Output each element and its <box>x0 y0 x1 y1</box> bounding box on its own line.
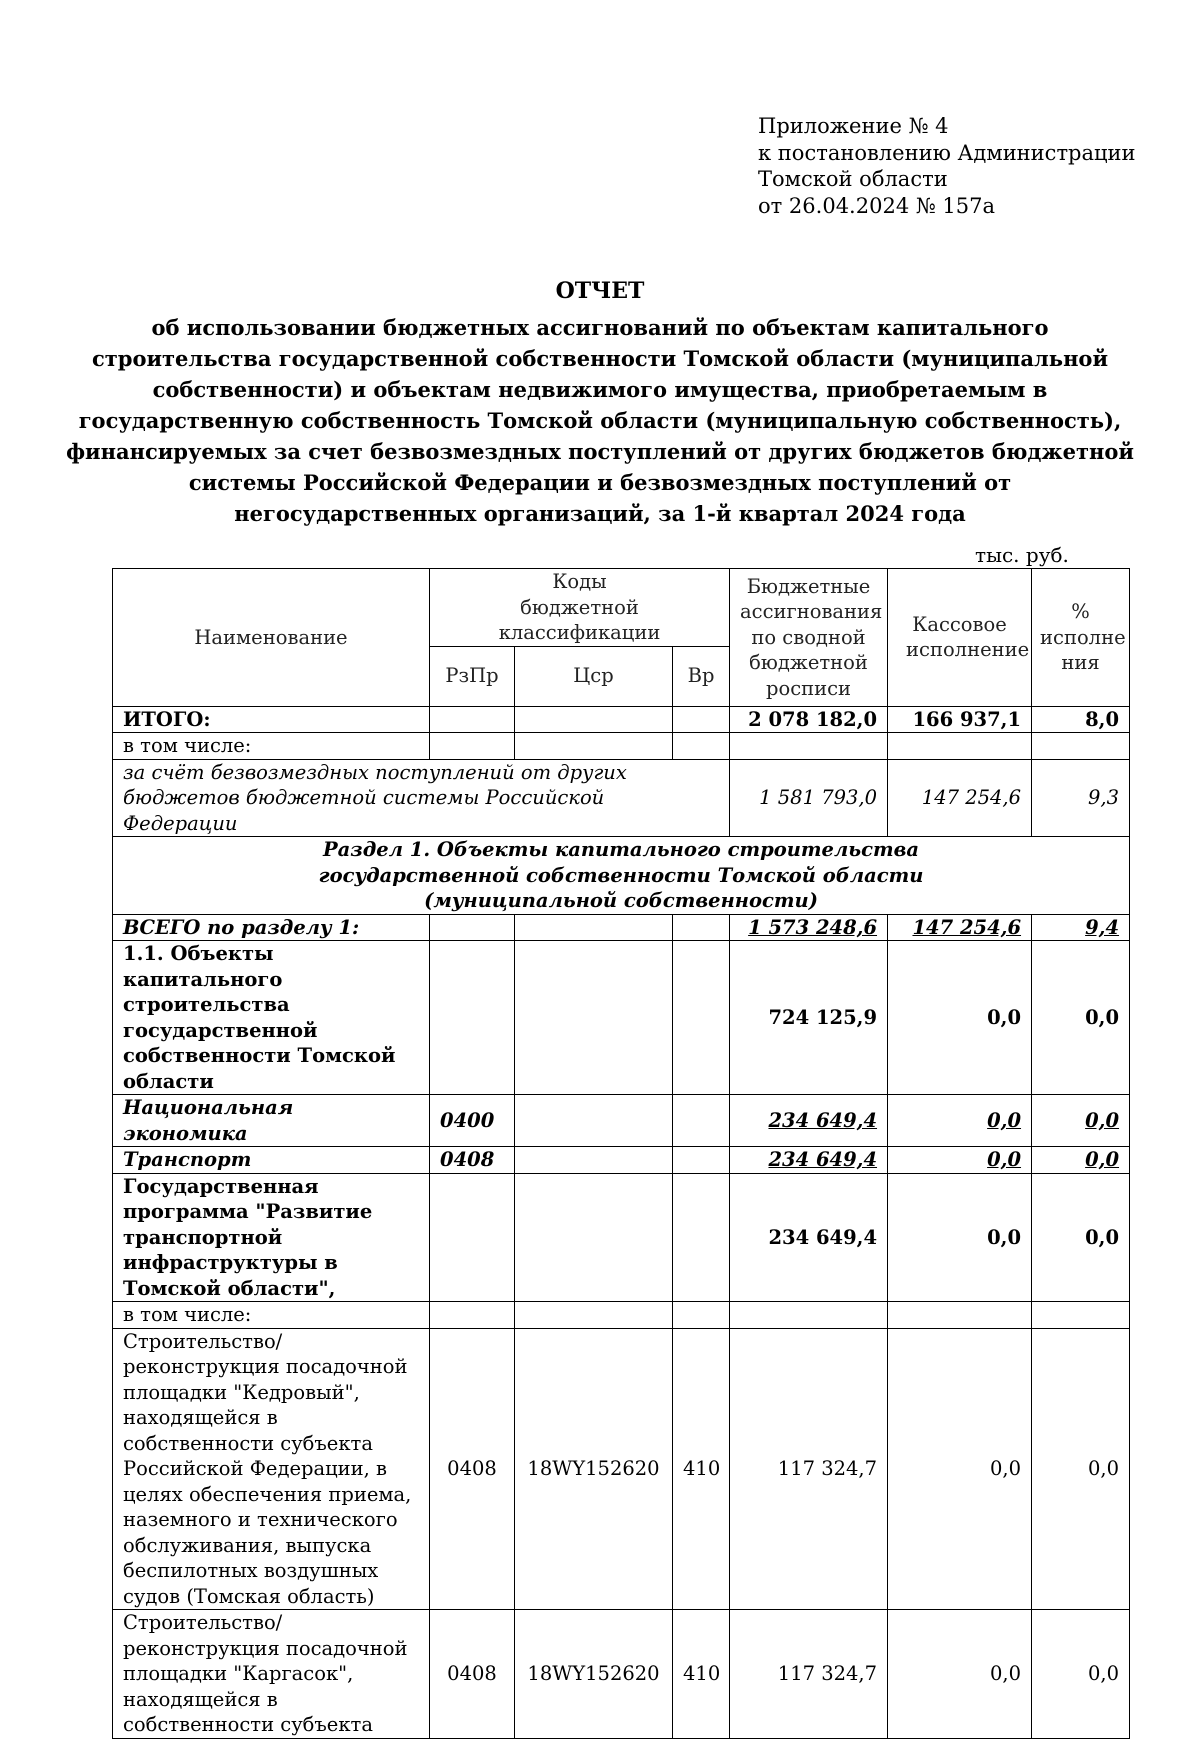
cell-text: ВСЕГО по разделу 1: <box>123 915 360 939</box>
cell-pct: 8,0 <box>1032 706 1130 733</box>
cell-budget: 117 324,7 <box>730 1328 888 1610</box>
cell-name: 1.1. Объекты капитального строительства государственной собственности Томской области <box>113 941 430 1095</box>
header-row <box>113 569 1130 647</box>
table-row <box>113 1173 1130 1302</box>
table-row <box>113 1095 1130 1147</box>
cell-csr <box>515 733 673 760</box>
cell-csr <box>515 1095 673 1147</box>
table-row <box>113 914 1130 941</box>
appendix-line: от 26.04.2024 № 157а <box>758 193 995 218</box>
cell-csr <box>515 914 673 941</box>
cell-cash <box>888 914 1032 941</box>
cell-cash <box>888 1302 1032 1329</box>
table-row <box>113 1328 1130 1610</box>
cell-cash: 147 254,6 <box>888 759 1032 837</box>
cell-text: 0,0 <box>987 1108 1022 1132</box>
cell-text: 1 573 248,6 <box>748 915 878 939</box>
cell-csr <box>515 941 673 1095</box>
subtitle-line: финансируемых за счет безвозмездных поступлений от других бюджетов бюджетной <box>66 439 1134 464</box>
cell-name: в том числе: <box>113 733 430 760</box>
cell-pct <box>1032 1095 1130 1147</box>
cell-pct <box>1032 733 1130 760</box>
cell-pct <box>1032 1147 1130 1174</box>
cell-csr <box>515 1173 673 1302</box>
appendix-line: Приложение № 4 <box>758 114 949 138</box>
document-subtitle <box>30 312 1170 529</box>
cell-csr <box>515 706 673 733</box>
cell-vr <box>673 914 730 941</box>
appendix-line: Томской области <box>758 167 948 191</box>
appendix-block <box>758 113 1158 219</box>
cell-name: Транспорт <box>113 1147 430 1174</box>
cell-text: 0,0 <box>1085 1108 1120 1132</box>
cell-name: за счёт безвозмездных поступлений от других бюджетов бюджетной системы Российской Федерации <box>113 759 730 837</box>
cell-rzpr <box>430 941 515 1095</box>
header-codes: Коды бюджетной классификации <box>430 569 730 647</box>
header-csr: Цср <box>515 646 673 706</box>
table-row <box>113 733 1130 760</box>
cell-name <box>113 914 430 941</box>
header-cash: Кассовое исполнение <box>888 569 1032 707</box>
cell-rzpr <box>430 706 515 733</box>
cell-rzpr <box>430 1173 515 1302</box>
cell-cash: 166 937,1 <box>888 706 1032 733</box>
subtitle-line: негосударственных организаций, за 1-й квартал 2024 года <box>234 501 966 526</box>
cell-rzpr <box>430 914 515 941</box>
cell-pct: 0,0 <box>1032 1328 1130 1610</box>
appendix-line: к постановлению Администрации <box>758 140 1136 165</box>
header-vr: Вр <box>673 646 730 706</box>
cell-budget <box>730 733 888 760</box>
header-rzpr: РзПр <box>430 646 515 706</box>
cell-cash <box>888 1147 1032 1174</box>
cell-rzpr: 0408 <box>430 1328 515 1610</box>
cell-budget: 234 649,4 <box>730 1173 888 1302</box>
cell-vr <box>673 1173 730 1302</box>
cell-vr <box>673 733 730 760</box>
cell-vr <box>673 941 730 1095</box>
cell-name: Национальная экономика <box>113 1095 430 1147</box>
header-name: Наименование <box>113 569 430 707</box>
cell-text: 234 649,4 <box>768 1108 878 1132</box>
table-row-total <box>113 706 1130 733</box>
cell-pct <box>1032 1302 1130 1329</box>
cell-name: Строительство/реконструкция посадочной площадки "Кедровый", находящейся в собственности субъекта Российской Федерации, в целях обеспечения приема, наземного и технического обслуживания, выпуска беспилотных воздушных судов (Томская область) <box>113 1328 430 1610</box>
cell-vr <box>673 1302 730 1329</box>
table-row <box>113 1610 1130 1739</box>
cell-name: ИТОГО: <box>113 706 430 733</box>
cell-cash: 0,0 <box>888 1610 1032 1739</box>
cell-pct: 0,0 <box>1032 941 1130 1095</box>
units-label: тыс. руб. <box>975 543 1069 567</box>
cell-vr: 410 <box>673 1610 730 1739</box>
cell-csr <box>515 1302 673 1329</box>
subtitle-line: государственную собственность Томской области (муниципальную собственность), <box>78 408 1122 433</box>
cell-pct: 0,0 <box>1032 1173 1130 1302</box>
cell-csr: 18WY152620 <box>515 1328 673 1610</box>
cell-vr <box>673 1147 730 1174</box>
header-budget: Бюджетные ассигнования по сводной бюджетной росписи <box>730 569 888 707</box>
cell-budget <box>730 1147 888 1174</box>
cell-csr: 18WY152620 <box>515 1610 673 1739</box>
cell-pct: 9,3 <box>1032 759 1130 837</box>
cell-vr <box>673 1095 730 1147</box>
cell-budget <box>730 914 888 941</box>
cell-vr: 410 <box>673 1328 730 1610</box>
subtitle-line: строительства государственной собственности Томской области (муниципальной <box>91 346 1109 371</box>
cell-text: 234 649,4 <box>768 1148 878 1171</box>
cell-text: 147 254,6 <box>912 915 1022 939</box>
document-title: ОТЧЕТ <box>555 278 645 304</box>
cell-pct: 0,0 <box>1032 1610 1130 1739</box>
cell-cash <box>888 1095 1032 1147</box>
cell-rzpr: 0400 <box>430 1095 515 1147</box>
cell-budget: 2 078 182,0 <box>730 706 888 733</box>
cell-cash: 0,0 <box>888 1173 1032 1302</box>
cell-name: Государственная программа "Развитие транспортной инфраструктуры в Томской области", <box>113 1173 430 1302</box>
section-title: Раздел 1. Объекты капитального строительства государственной собственности Томской области (муниципальной собственности) <box>113 837 1130 915</box>
cell-vr <box>673 706 730 733</box>
table-row <box>113 759 1130 837</box>
table-row <box>113 941 1130 1095</box>
cell-csr <box>515 1147 673 1174</box>
cell-text: 0,0 <box>1085 1148 1120 1171</box>
cell-cash <box>888 733 1032 760</box>
cell-name: в том числе: <box>113 1302 430 1329</box>
header-pct: % исполне ния <box>1032 569 1130 707</box>
cell-rzpr <box>430 1302 515 1329</box>
cell-budget: 117 324,7 <box>730 1610 888 1739</box>
cell-text: 0,0 <box>987 1148 1022 1171</box>
cell-pct <box>1032 914 1130 941</box>
cell-cash: 0,0 <box>888 1328 1032 1610</box>
cell-rzpr <box>430 733 515 760</box>
report-table <box>112 568 1130 1739</box>
table-row <box>113 1147 1130 1174</box>
cell-text: 9,4 <box>1085 915 1120 939</box>
cell-rzpr: 0408 <box>430 1610 515 1739</box>
cell-budget: 724 125,9 <box>730 941 888 1095</box>
cell-budget <box>730 1095 888 1147</box>
cell-budget: 1 581 793,0 <box>730 759 888 837</box>
subtitle-line: системы Российской Федерации и безвозмездных поступлений от <box>188 470 1012 495</box>
table-row <box>113 1302 1130 1329</box>
subtitle-line: об использовании бюджетных ассигнований по объектам капитального <box>151 315 1049 340</box>
cell-cash: 0,0 <box>888 941 1032 1095</box>
subtitle-line: собственности) и объектам недвижимого имущества, приобретаемым в <box>152 377 1048 402</box>
table-row-section <box>113 837 1130 915</box>
cell-name: Строительство/реконструкция посадочной площадки "Каргасок", находящейся в собственности субъекта <box>113 1610 430 1739</box>
cell-rzpr: 0408 <box>430 1147 515 1174</box>
cell-budget <box>730 1302 888 1329</box>
